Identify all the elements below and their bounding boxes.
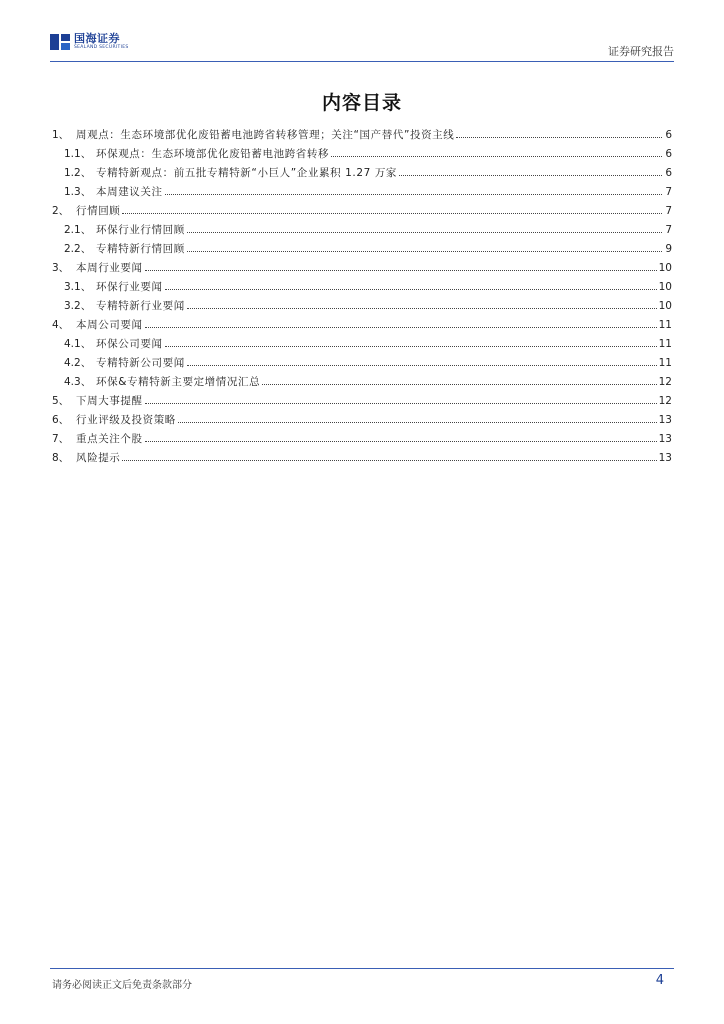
toc-entry-number: 1.2、 — [64, 166, 92, 179]
footer-divider — [50, 968, 674, 969]
toc-entry[interactable] — [52, 311, 672, 330]
toc-dot-leader — [456, 137, 662, 138]
toc-entry-number: 4.1、 — [64, 337, 92, 350]
toc-entry-page: 11 — [658, 318, 672, 331]
toc-entry[interactable] — [52, 425, 672, 444]
toc-entry-number: 7、 — [52, 432, 70, 445]
toc-entry-page: 7 — [665, 204, 672, 217]
toc-entry-number: 4、 — [52, 318, 70, 331]
toc-entry[interactable] — [52, 292, 672, 311]
toc-entry-number: 2.2、 — [64, 242, 92, 255]
toc-entry-title: 本周行业要闻 — [76, 261, 143, 274]
toc-title: 内容目录 — [321, 92, 402, 114]
toc-entry-page: 10 — [658, 299, 672, 312]
toc-entry-page: 11 — [658, 337, 672, 350]
toc-entry-title: 本周建议关注 — [96, 185, 163, 198]
toc-dot-leader — [187, 251, 662, 252]
toc-entry-number: 1.1、 — [64, 147, 92, 160]
logo-text-cn: 国海证券 — [74, 32, 120, 46]
toc-entry-page: 12 — [658, 394, 672, 407]
toc-entry-page: 12 — [658, 375, 672, 388]
toc-entry-title: 环保&专精特新主要定增情况汇总 — [96, 375, 261, 388]
toc-entry-title: 环保观点：生态环境部优化废铅蓄电池跨省转移 — [96, 147, 330, 160]
toc-entry-number: 3.2、 — [64, 299, 92, 312]
toc-entry[interactable] — [52, 235, 672, 254]
page-header — [50, 26, 674, 60]
toc-entry-page: 10 — [658, 261, 672, 274]
toc-entry[interactable] — [52, 330, 672, 349]
toc-dot-leader — [145, 403, 657, 404]
toc-dot-leader — [187, 365, 657, 366]
toc-dot-leader — [187, 232, 662, 233]
report-type-label: 证券研究报告 — [608, 45, 674, 58]
toc-entry-number: 4.2、 — [64, 356, 92, 369]
toc-entry-title: 行情回顾 — [76, 204, 121, 217]
toc-entry-title: 本周公司要闻 — [76, 318, 143, 331]
toc-dot-leader — [145, 270, 657, 271]
footer-disclaimer: 请务必阅读正文后免责条款部分 — [52, 980, 192, 991]
toc-dot-leader — [262, 384, 656, 385]
toc-entry-page: 13 — [658, 432, 672, 445]
company-logo — [50, 32, 129, 52]
toc-entry[interactable] — [52, 197, 672, 216]
table-of-contents — [52, 121, 672, 463]
toc-entry[interactable] — [52, 349, 672, 368]
toc-entry-title: 周观点：生态环境部优化废铅蓄电池跨省转移管理；关注“国产替代”投资主线 — [76, 128, 455, 141]
toc-dot-leader — [122, 213, 662, 214]
toc-entry[interactable] — [52, 121, 672, 140]
toc-dot-leader — [187, 308, 657, 309]
toc-entry-title: 下周大事提醒 — [76, 394, 143, 407]
toc-entry[interactable] — [52, 368, 672, 387]
toc-entry-number: 2.1、 — [64, 223, 92, 236]
toc-entry-page: 6 — [665, 147, 672, 160]
toc-entry-page: 13 — [658, 451, 672, 464]
toc-entry-page: 7 — [665, 223, 672, 236]
toc-dot-leader — [122, 460, 656, 461]
logo-icon — [50, 32, 70, 52]
toc-dot-leader — [165, 194, 662, 195]
logo-text-en: SEALAND SECURITIES — [74, 45, 129, 51]
toc-entry-page: 6 — [665, 128, 672, 141]
toc-entry-number: 2、 — [52, 204, 70, 217]
toc-entry[interactable] — [52, 216, 672, 235]
toc-entry[interactable] — [52, 178, 672, 197]
toc-entry-number: 3、 — [52, 261, 70, 274]
toc-entry-title: 风险提示 — [76, 451, 121, 464]
toc-entry-title: 环保行业行情回顾 — [96, 223, 185, 236]
toc-entry[interactable] — [52, 140, 672, 159]
toc-entry-number: 5、 — [52, 394, 70, 407]
toc-entry-title: 环保行业要闻 — [96, 280, 163, 293]
toc-dot-leader — [165, 289, 657, 290]
toc-entry-title: 专精特新观点：前五批专精特新“小巨人”企业累积 1.27 万家 — [96, 166, 398, 179]
toc-entry-number: 8、 — [52, 451, 70, 464]
page-number: 4 — [655, 973, 664, 988]
toc-entry-number: 3.1、 — [64, 280, 92, 293]
toc-entry-number: 1.3、 — [64, 185, 92, 198]
toc-dot-leader — [145, 441, 657, 442]
toc-entry-title: 重点关注个股 — [76, 432, 143, 445]
toc-entry-title: 专精特新行情回顾 — [96, 242, 185, 255]
toc-entry-page: 7 — [665, 185, 672, 198]
toc-entry-title: 专精特新公司要闻 — [96, 356, 185, 369]
toc-entry-page: 11 — [658, 356, 672, 369]
toc-entry-title: 行业评级及投资策略 — [76, 413, 176, 426]
toc-dot-leader — [399, 175, 662, 176]
toc-entry[interactable] — [52, 444, 672, 463]
toc-entry[interactable] — [52, 273, 672, 292]
toc-entry[interactable] — [52, 406, 672, 425]
toc-entry-page: 9 — [665, 242, 672, 255]
toc-entry-title: 专精特新行业要闻 — [96, 299, 185, 312]
toc-entry[interactable] — [52, 387, 672, 406]
toc-entry-number: 6、 — [52, 413, 70, 426]
toc-entry[interactable] — [52, 159, 672, 178]
toc-dot-leader — [165, 346, 657, 347]
toc-dot-leader — [145, 327, 657, 328]
toc-entry[interactable] — [52, 254, 672, 273]
toc-entry-number: 4.3、 — [64, 375, 92, 388]
toc-entry-page: 10 — [658, 280, 672, 293]
toc-entry-number: 1、 — [52, 128, 70, 141]
toc-dot-leader — [178, 422, 657, 423]
toc-entry-page: 6 — [665, 166, 672, 179]
header-divider — [50, 61, 674, 62]
toc-entry-page: 13 — [658, 413, 672, 426]
toc-dot-leader — [331, 156, 662, 157]
toc-entry-title: 环保公司要闻 — [96, 337, 163, 350]
